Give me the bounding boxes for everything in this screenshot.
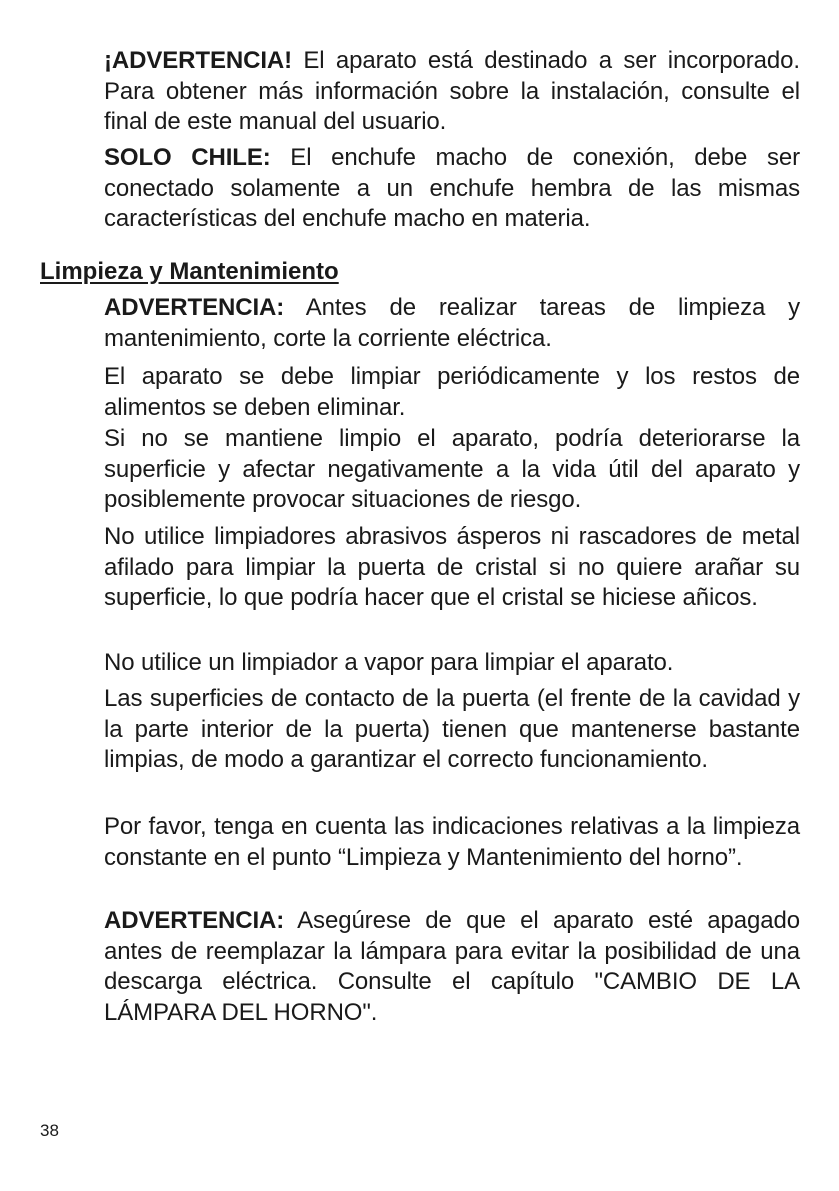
- periodic-cleaning-paragraph: El aparato se debe limpiar periódicamente y los restos de alimentos se deben eliminar.: [104, 363, 800, 421]
- warning-text: El aparato está destinado a ser incorporado. Para obtener más información sobre la instalación, consulte el final de este manual del usuario.: [104, 47, 800, 136]
- lamp-warning-label: ADVERTENCIA:: [104, 907, 285, 934]
- cleaning-warning-paragraph: [104, 293, 800, 354]
- lamp-warning-paragraph: [104, 906, 800, 1028]
- chile-text: El enchufe macho de conexión, debe ser conectado solamente a un enchufe hembra de las mismas características del enchufe macho en materia.: [104, 144, 800, 233]
- door-surfaces-paragraph: Las superficies de contacto de la puerta (el frente de la cavidad y la parte interior de la puerta) tienen que mantenerse bastante limpias, de modo a garantizar el correcto funcionamiento.: [104, 685, 800, 774]
- section-heading: Limpieza y Mantenimiento: [40, 258, 339, 285]
- cleaning-warning-label: ADVERTENCIA:: [104, 294, 285, 321]
- page-number: 38: [40, 1121, 59, 1140]
- abrasive-cleaners-paragraph: No utilice limpiadores abrasivos ásperos ni rascadores de metal afilado para limpiar la puerta de cristal si no quiere arañar su superficie, lo que podría hacer que el cristal se hiciese añicos.: [104, 523, 800, 612]
- chile-paragraph: [104, 143, 800, 235]
- deterioration-paragraph: Si no se mantiene limpio el aparato, podría deteriorarse la superficie y afectar negativamente a la vida útil del aparato y posiblemente provocar situaciones de riesgo.: [104, 425, 800, 514]
- intro-warning-paragraph: [104, 46, 800, 138]
- steam-cleaner-paragraph: No utilice un limpiador a vapor para limpiar el aparato.: [104, 649, 674, 676]
- lamp-warning-text: Asegúrese de que el aparato esté apagado antes de reemplazar la lámpara para evitar la posibilidad de una descarga eléctrica. Consulte el capítulo "CAMBIO DE LA LÁMPARA DEL HORNO".: [104, 907, 800, 1026]
- cleaning-warning-text: Antes de realizar tareas de limpieza y mantenimiento, corte la corriente eléctrica.: [104, 294, 800, 352]
- oven-cleaning-reference-paragraph: Por favor, tenga en cuenta las indicaciones relativas a la limpieza constante en el punto “Limpieza y Mantenimiento del horno”.: [104, 813, 800, 871]
- chile-label: SOLO CHILE:: [104, 144, 271, 171]
- warning-label: ¡ADVERTENCIA!: [104, 47, 293, 74]
